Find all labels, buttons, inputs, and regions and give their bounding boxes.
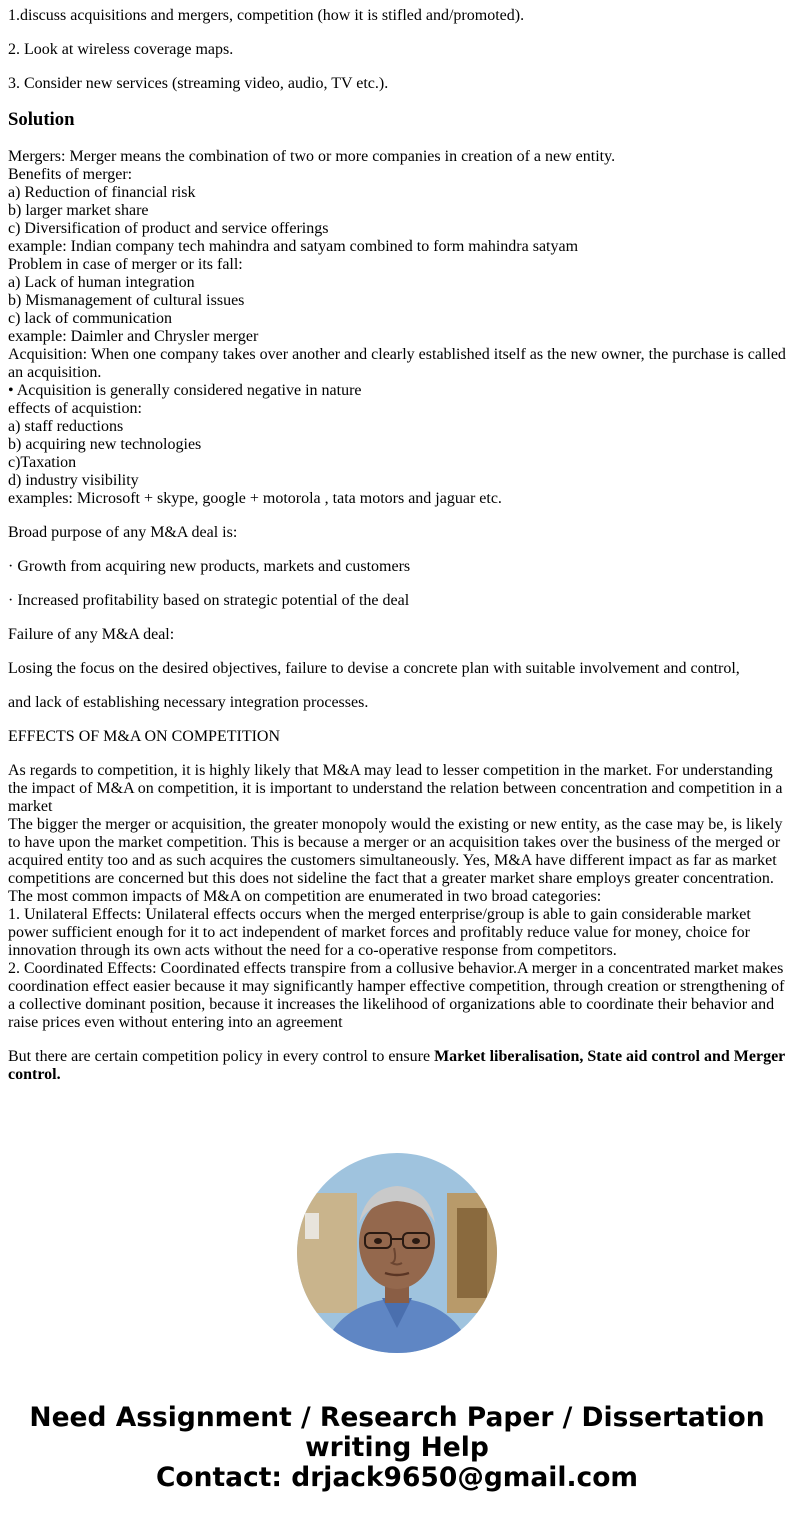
text-line: examples: Microsoft + skype, google + motorola , tata motors and jaguar etc.	[8, 490, 502, 507]
text-line: c) Diversification of product and service offerings	[8, 220, 329, 237]
text-line: a) staff reductions	[8, 418, 124, 435]
text-line: Acquisition: When one company takes over another and clearly established itself as the new owner, the purchase is called an acquisition.	[8, 346, 786, 381]
question-3: 3. Consider new services (streaming video, audio, TV etc.).	[8, 75, 389, 92]
text-line: Mergers: Merger means the combination of two or more companies in creation of a new entity.	[8, 148, 616, 165]
question-2: 2. Look at wireless coverage maps.	[8, 41, 234, 58]
text-line: 1. Unilateral Effects: Unilateral effects occurs when the merged enterprise/group is able to gain considerable market power sufficient enough for it to act independent of market forces and profitably reduce value for money, choice for innovation through its own acts without the need for a co-operative response from competitors.	[8, 906, 751, 959]
text-line: • Acquisition is generally considered negative in nature	[8, 382, 362, 399]
competition-section	[8, 762, 788, 1032]
purpose-item: · Growth from acquiring new products, markets and customers	[8, 558, 411, 575]
text-line: c) lack of communication	[8, 310, 172, 327]
failure-heading: Failure of any M&A deal:	[8, 626, 175, 643]
document-body	[8, 7, 788, 1100]
purpose-heading: Broad purpose of any M&A deal is:	[8, 524, 238, 541]
text-line: effects of acquistion:	[8, 400, 142, 417]
contact-banner	[0, 1403, 794, 1493]
closing-paragraph	[8, 1048, 788, 1084]
closing-text: But there are certain competition policy in every control to ensure	[8, 1048, 435, 1065]
text-line: Benefits of merger:	[8, 166, 133, 183]
author-avatar	[297, 1153, 497, 1353]
text-line: As regards to competition, it is highly likely that M&A may lead to lesser competition in the market. For understanding the impact of M&A on competition, it is important to understand the relation between concentration and competition in a market	[8, 762, 783, 815]
text-line: a) Reduction of financial risk	[8, 184, 196, 201]
text-line: The most common impacts of M&A on competition are enumerated in two broad categories:	[8, 888, 602, 905]
contact-email[interactable]: Contact: drjack9650@gmail.com	[155, 1462, 639, 1493]
author-photo	[297, 1153, 497, 1353]
text-line: c)Taxation	[8, 454, 77, 471]
failure-text: and lack of establishing necessary integration processes.	[8, 694, 369, 711]
closing-bold: Market liberalisation, State aid control and Merger control.	[8, 1048, 785, 1083]
text-line: d) industry visibility	[8, 472, 139, 489]
banner-line-1: Need Assignment / Research Paper / Dissertation	[29, 1402, 765, 1433]
mergers-section	[8, 148, 788, 508]
text-line: example: Indian company tech mahindra and satyam combined to form mahindra satyam	[8, 238, 579, 255]
text-line: b) larger market share	[8, 202, 149, 219]
failure-text: Losing the focus on the desired objectives, failure to devise a concrete plan with suitable involvement and control,	[8, 660, 740, 677]
text-line: b) Mismanagement of cultural issues	[8, 292, 245, 309]
text-line: 2. Coordinated Effects: Coordinated effects transpire from a collusive behavior.A merger in a concentrated market makes coordination effect easier because it may significantly hamper effective competition, through creation or strengthening of a collective dominant position, because it increases the likelihood of organizations able to coordinate their behavior and raise prices even without entering into an agreement	[8, 960, 785, 1031]
text-line: a) Lack of human integration	[8, 274, 195, 291]
text-line: Problem in case of merger or its fall:	[8, 256, 243, 273]
solution-heading: Solution	[8, 109, 75, 130]
purpose-item: · Increased profitability based on strategic potential of the deal	[8, 592, 410, 609]
text-line: b) acquiring new technologies	[8, 436, 202, 453]
effects-heading: EFFECTS OF M&A ON COMPETITION	[8, 728, 281, 745]
text-line: example: Daimler and Chrysler merger	[8, 328, 259, 345]
question-1: 1.discuss acquisitions and mergers, competition (how it is stifled and/promoted).	[8, 7, 525, 24]
text-line: The bigger the merger or acquisition, the greater monopoly would the existing or new entity, as the case may be, is likely to have upon the market competition. This is because a merger or an acquisition takes over the business of the merged or acquired entity too and as such acquires the customers simultaneously. Yes, M&A have different impact as far as market competitions are concerned but this does not sideline the fact that a greater market share employs greater concentration.	[8, 816, 783, 887]
banner-line-2: writing Help	[305, 1432, 489, 1463]
